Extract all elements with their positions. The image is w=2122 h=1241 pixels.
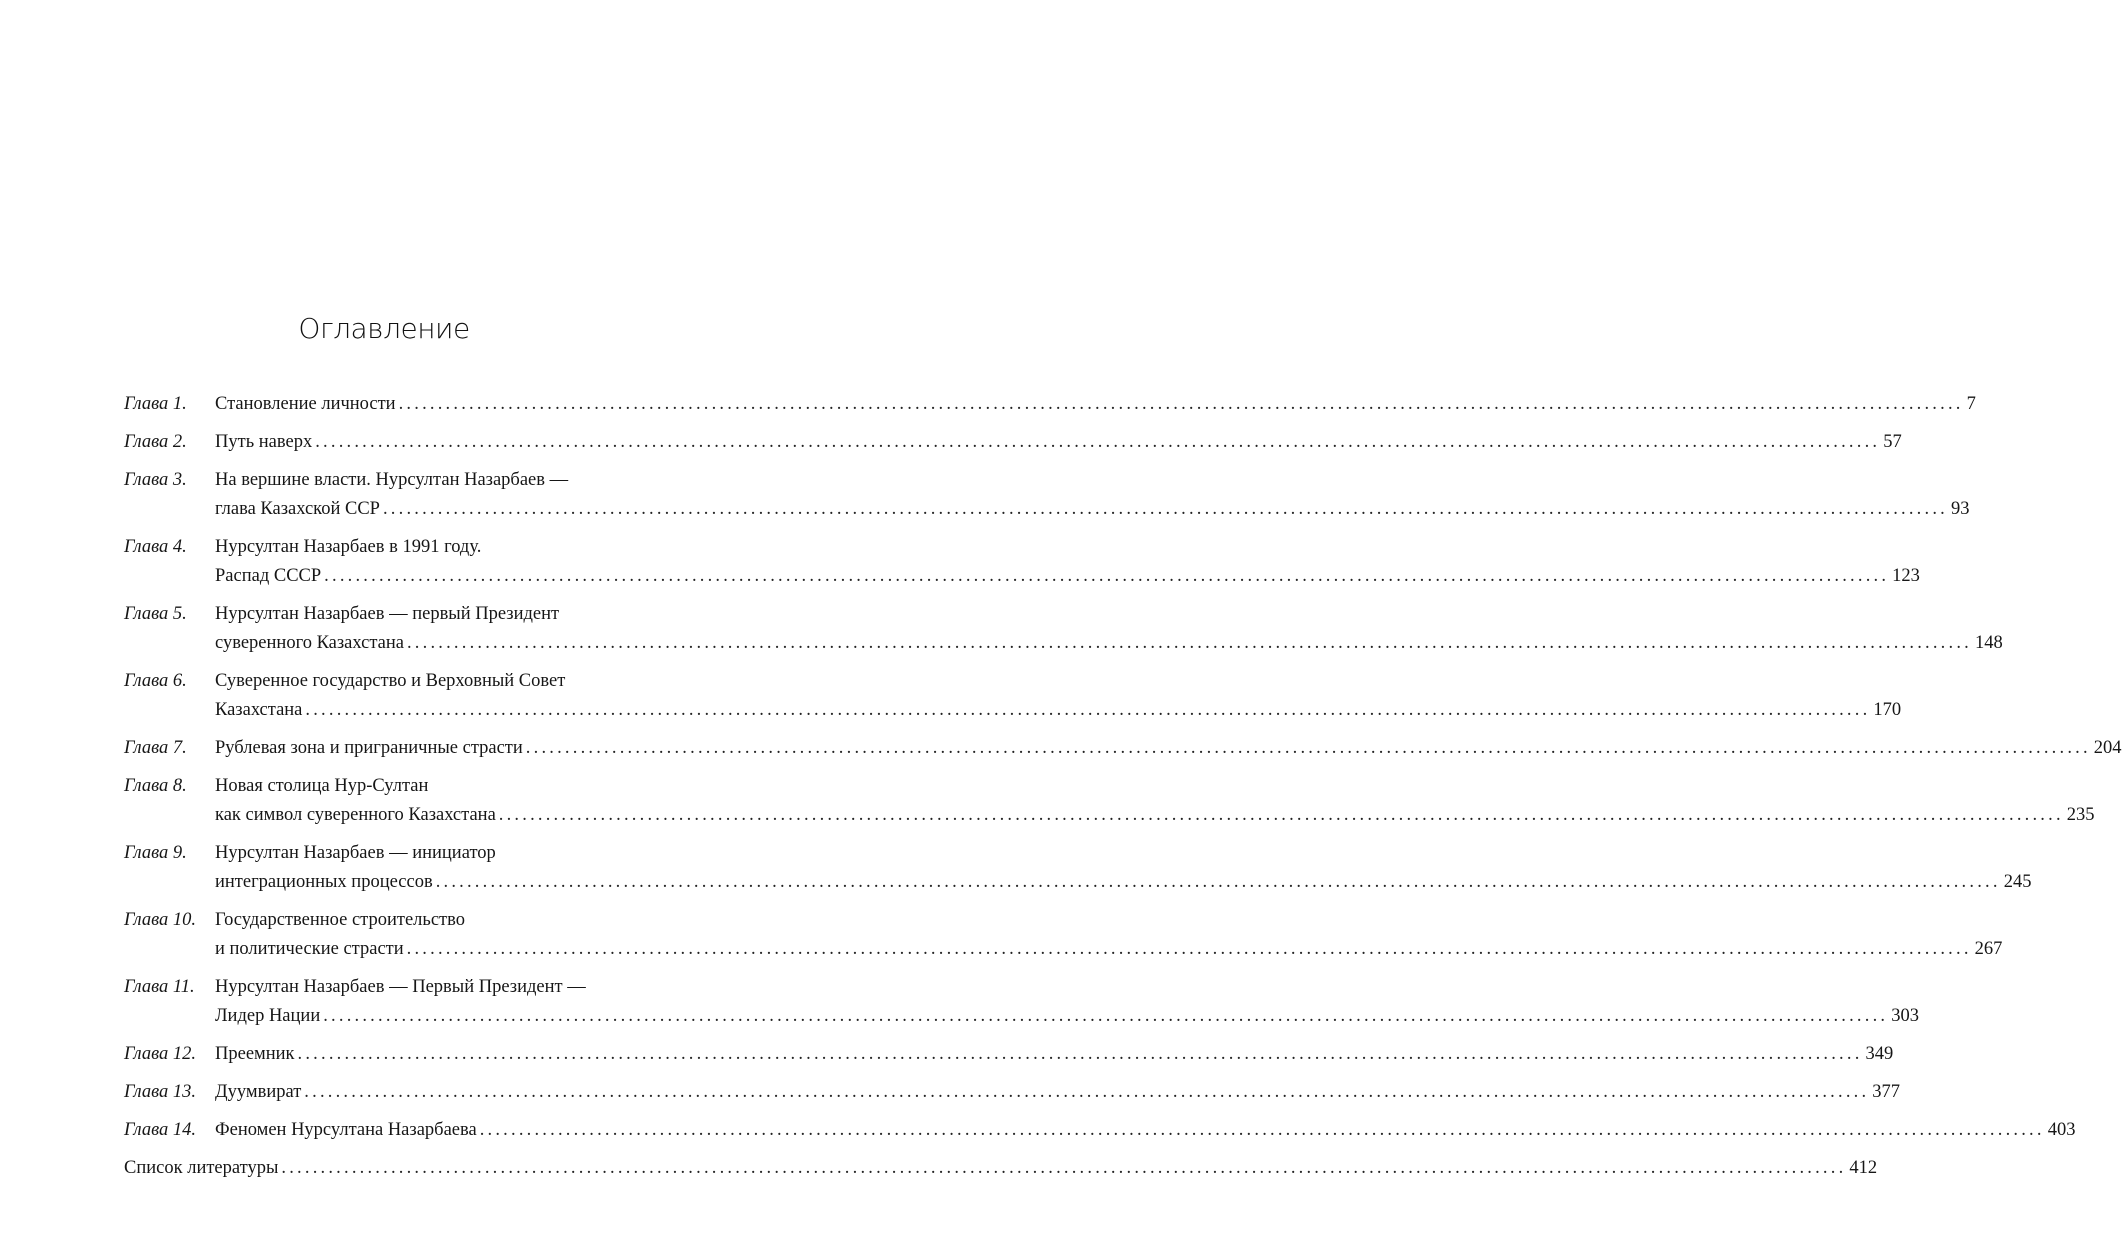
chapter-title-text: как символ суверенного Казахстана: [215, 805, 496, 825]
chapter-title-last-line: [215, 1040, 1894, 1069]
page-number: 412: [1849, 1158, 1878, 1178]
dot-leader: ........................................................................................................................................................................................................: [304, 1082, 1870, 1102]
chapter-title-text: Преемник: [215, 1044, 295, 1064]
bibliography-block: [124, 1154, 1878, 1183]
chapter-title-last-line: [215, 868, 2032, 897]
chapter-title-text: интеграционных процессов: [215, 872, 433, 892]
chapter-title-line: На вершине власти. Нурсултан Назарбаев —: [215, 470, 569, 490]
dot-leader: ........................................................................................................................................................................................................: [406, 939, 1972, 959]
chapter-title-line: Нурсултан Назарбаев — Первый Президент —: [215, 977, 586, 997]
toc-entry[interactable]: [124, 667, 1902, 725]
page-number: 7: [1966, 394, 1976, 414]
toc-entry[interactable]: [124, 1116, 2076, 1145]
chapter-label: Глава 6.: [124, 671, 187, 691]
chapter-label: Глава 14.: [124, 1120, 196, 1140]
chapter-title-last-line: [215, 562, 1920, 591]
toc-entry[interactable]: [124, 734, 2122, 763]
chapter-title-block: [215, 466, 1970, 524]
chapter-label: Глава 4.: [124, 537, 187, 557]
chapter-title-block: [215, 772, 2095, 830]
toc-entry[interactable]: [124, 1078, 1901, 1107]
chapter-title-last-line: [215, 801, 2095, 830]
chapter-title-last-line: [215, 390, 1976, 419]
chapter-title-block: [215, 533, 1920, 591]
chapter-title-text: Дуумвират: [215, 1082, 302, 1102]
chapter-title-block: [215, 839, 2032, 897]
page-number: 235: [2066, 805, 2095, 825]
chapter-title-block: [215, 1040, 1894, 1069]
toc-entry[interactable]: [124, 973, 1919, 1031]
dot-leader: ........................................................................................................................................................................................................: [315, 432, 1881, 452]
chapter-title-text: Феномен Нурсултана Назарбаева: [215, 1120, 477, 1140]
dot-leader: ........................................................................................................................................................................................................: [324, 566, 1890, 586]
dot-leader: ........................................................................................................................................................................................................: [525, 738, 2091, 758]
chapter-title-block: [215, 734, 2122, 763]
dot-leader: ........................................................................................................................................................................................................: [323, 1006, 1889, 1026]
dot-leader: ........................................................................................................................................................................................................: [297, 1044, 1863, 1064]
chapter-title-last-line: [215, 935, 2003, 964]
chapter-title-line: Государственное строительство: [215, 910, 465, 930]
chapter-title-block: [215, 973, 1919, 1031]
chapter-label: Глава 10.: [124, 910, 196, 930]
chapter-label: Глава 12.: [124, 1044, 196, 1064]
page-number: 170: [1873, 700, 1902, 720]
toc-entry[interactable]: [124, 533, 1920, 591]
chapter-title-line: Суверенное государство и Верховный Совет: [215, 671, 566, 691]
chapter-title-block: [215, 667, 1902, 725]
chapter-title-line: Нурсултан Назарбаев — первый Президент: [215, 604, 560, 624]
toc-entry[interactable]: [124, 839, 2032, 897]
chapter-title-block: [215, 390, 1976, 419]
page-number: 403: [2047, 1120, 2076, 1140]
toc-entry[interactable]: [124, 600, 2003, 658]
chapter-title-text: суверенного Казахстана: [215, 633, 404, 653]
table-of-contents: [124, 390, 2122, 1192]
dot-leader: ........................................................................................................................................................................................................: [498, 805, 2064, 825]
page-number: 93: [1950, 499, 1970, 519]
chapter-title-text: глава Казахской ССР: [215, 499, 380, 519]
chapter-label: Глава 3.: [124, 470, 187, 490]
chapter-title-text: Лидер Нации: [215, 1006, 321, 1026]
chapter-title-last-line: [215, 696, 1902, 725]
page-number: 377: [1872, 1082, 1901, 1102]
chapter-title-last-line: [215, 629, 2003, 658]
toc-entry[interactable]: [124, 466, 1970, 524]
chapter-title-block: [215, 600, 2003, 658]
chapter-title-last-line: [215, 1078, 1901, 1107]
page-number: 57: [1883, 432, 1902, 452]
dot-leader: ........................................................................................................................................................................................................: [382, 499, 1948, 519]
chapter-label: Глава 5.: [124, 604, 187, 624]
chapter-label: Глава 2.: [124, 432, 187, 452]
toc-entry[interactable]: [124, 906, 2003, 964]
chapter-title-text: Путь наверх: [215, 432, 313, 452]
page-number: 349: [1865, 1044, 1894, 1064]
chapter-label: Глава 9.: [124, 843, 187, 863]
chapter-title-block: [215, 1078, 1901, 1107]
page-number: 245: [2003, 872, 2032, 892]
bibliography-text: Список литературы: [124, 1158, 279, 1178]
toc-entry[interactable]: [124, 772, 2095, 830]
chapter-title-last-line: [215, 1116, 2076, 1145]
chapter-label: Глава 7.: [124, 738, 187, 758]
chapter-title-text: Рублевая зона и приграничные страсти: [215, 738, 523, 758]
bibliography-line: [124, 1154, 1878, 1183]
toc-entry[interactable]: [124, 428, 1902, 457]
page-number: 123: [1892, 566, 1920, 586]
chapter-title-line: Новая столица Нур-Султан: [215, 776, 429, 796]
chapter-title-block: [215, 906, 2003, 964]
chapter-title-line: Нурсултан Назарбаев в 1991 году.: [215, 537, 482, 557]
page-number: 148: [1974, 633, 2003, 653]
chapter-title-last-line: [215, 734, 2122, 763]
dot-leader: ........................................................................................................................................................................................................: [406, 633, 1972, 653]
toc-entry[interactable]: [124, 390, 1976, 419]
chapter-title-block: [215, 428, 1902, 457]
dot-leader: ........................................................................................................................................................................................................: [398, 394, 1964, 414]
chapter-title-text: и политические страсти: [215, 939, 404, 959]
chapter-title-text: Казахстана: [215, 700, 303, 720]
page-number: 204: [2093, 738, 2122, 758]
page-number: 303: [1891, 1006, 1919, 1026]
chapter-title-text: Становление личности: [215, 394, 396, 414]
chapter-title-last-line: [215, 1002, 1919, 1031]
chapter-title-block: [215, 1116, 2076, 1145]
dot-leader: ........................................................................................................................................................................................................: [435, 872, 2001, 892]
chapter-label: Глава 13.: [124, 1082, 196, 1102]
bibliography-entry[interactable]: [124, 1154, 1878, 1183]
chapter-label: Глава 8.: [124, 776, 187, 796]
chapter-title-text: Распад СССР: [215, 566, 322, 586]
dot-leader: ........................................................................................................................................................................................................: [305, 700, 1871, 720]
toc-entry[interactable]: [124, 1040, 1894, 1069]
page-number: 267: [1974, 939, 2003, 959]
chapter-label: Глава 1.: [124, 394, 187, 414]
chapter-title-line: Нурсултан Назарбаев — инициатор: [215, 843, 496, 863]
dot-leader: ........................................................................................................................................................................................................: [479, 1120, 2045, 1140]
page-title: Оглавление: [298, 312, 470, 345]
dot-leader: ........................................................................................................................................................................................................: [281, 1158, 1847, 1178]
chapter-title-last-line: [215, 428, 1902, 457]
chapter-label: Глава 11.: [124, 977, 195, 997]
chapter-title-last-line: [215, 495, 1970, 524]
